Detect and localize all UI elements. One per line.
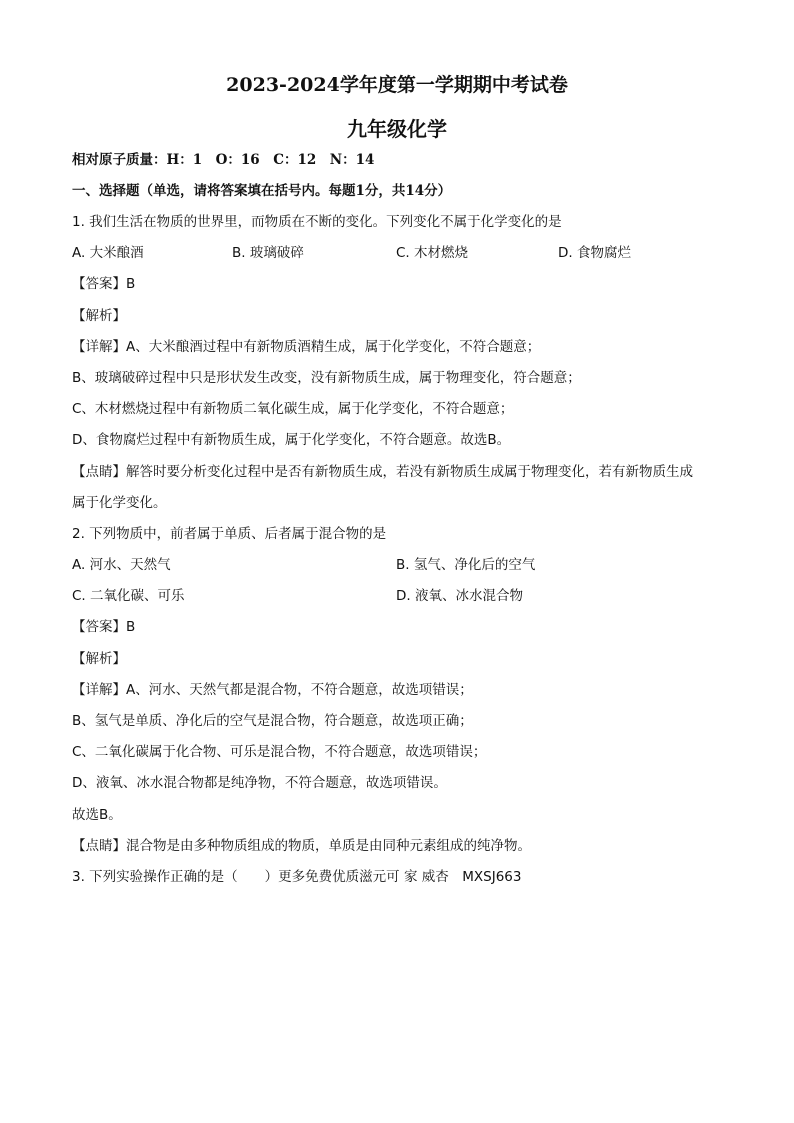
q2-detail-b: B、氢气是单质、净化后的空气是混合物，符合题意，故选项正确； bbox=[72, 713, 473, 729]
q2-option-c: C. 二氧化碳、可乐 bbox=[72, 588, 185, 604]
q1-detail-b: B、玻璃破碎过程中只是形状发生改变，没有新物质生成，属于物理变化，符合题意； bbox=[72, 370, 581, 386]
q1-answer: 【答案】B bbox=[72, 276, 136, 292]
q1-detail-c: C、木材燃烧过程中有新物质二氧化碳生成，属于化学变化，不符合题意； bbox=[72, 401, 514, 417]
q2-option-d: D. 液氧、冰水混合物 bbox=[396, 588, 523, 604]
q1-detail-a: 【详解】A、大米酿酒过程中有新物质酒精生成，属于化学变化，不符合题意； bbox=[72, 339, 541, 355]
atomic-mass-line: 相对原子质量：H：1 O：16 C：12 N：14 bbox=[72, 152, 375, 168]
q1-option-c: C. 木材燃烧 bbox=[396, 245, 469, 261]
q1-option-d: D. 食物腐烂 bbox=[558, 245, 631, 261]
q2-stem: 2. 下列物质中，前者属于单质、后者属于混合物的是 bbox=[72, 526, 387, 542]
q2-comment: 【点睛】混合物是由多种物质组成的物质，单质是由同种元素组成的纯净物。 bbox=[72, 838, 531, 854]
q3-stem: 3. 下列实验操作正确的是（ ）更多免费优质滋元可 家 威杏 MXSJ663 bbox=[72, 869, 522, 885]
q2-choose: 故选B。 bbox=[72, 807, 122, 823]
q1-comment-line1: 【点睛】解答时要分析变化过程中是否有新物质生成，若没有新物质生成属于物理变化，若有新物质生成 bbox=[72, 464, 693, 480]
q1-stem: 1. 我们生活在物质的世界里，而物质在不断的变化。下列变化不属于化学变化的是 bbox=[72, 214, 562, 230]
q1-detail-d: D、食物腐烂过程中有新物质生成，属于化学变化，不符合题意。故选B。 bbox=[72, 432, 511, 448]
q2-analysis-label: 【解析】 bbox=[72, 651, 126, 667]
q1-option-b: B. 玻璃破碎 bbox=[232, 245, 304, 261]
q2-detail-c: C、二氧化碳属于化合物、可乐是混合物，不符合题意，故选项错误； bbox=[72, 744, 487, 760]
q2-detail-d: D、液氧、冰水混合物都是纯净物，不符合题意，故选项错误。 bbox=[72, 775, 447, 791]
q1-analysis-label: 【解析】 bbox=[72, 308, 126, 324]
q2-detail-a: 【详解】A、河水、天然气都是混合物，不符合题意，故选项错误； bbox=[72, 682, 473, 698]
section-heading: 一、选择题（单选，请将答案填在括号内。每题1分，共14分） bbox=[72, 183, 452, 199]
q2-option-a: A. 河水、天然气 bbox=[72, 557, 171, 573]
q2-option-b: B. 氢气、净化后的空气 bbox=[396, 557, 536, 573]
q1-option-a: A. 大米酿酒 bbox=[72, 245, 144, 261]
exam-subtitle: 九年级化学 bbox=[347, 117, 447, 141]
q2-answer: 【答案】B bbox=[72, 619, 136, 635]
q1-comment-line2: 属于化学变化。 bbox=[72, 495, 167, 511]
exam-title: 2023-2024学年度第一学期期中考试卷 bbox=[226, 74, 568, 96]
